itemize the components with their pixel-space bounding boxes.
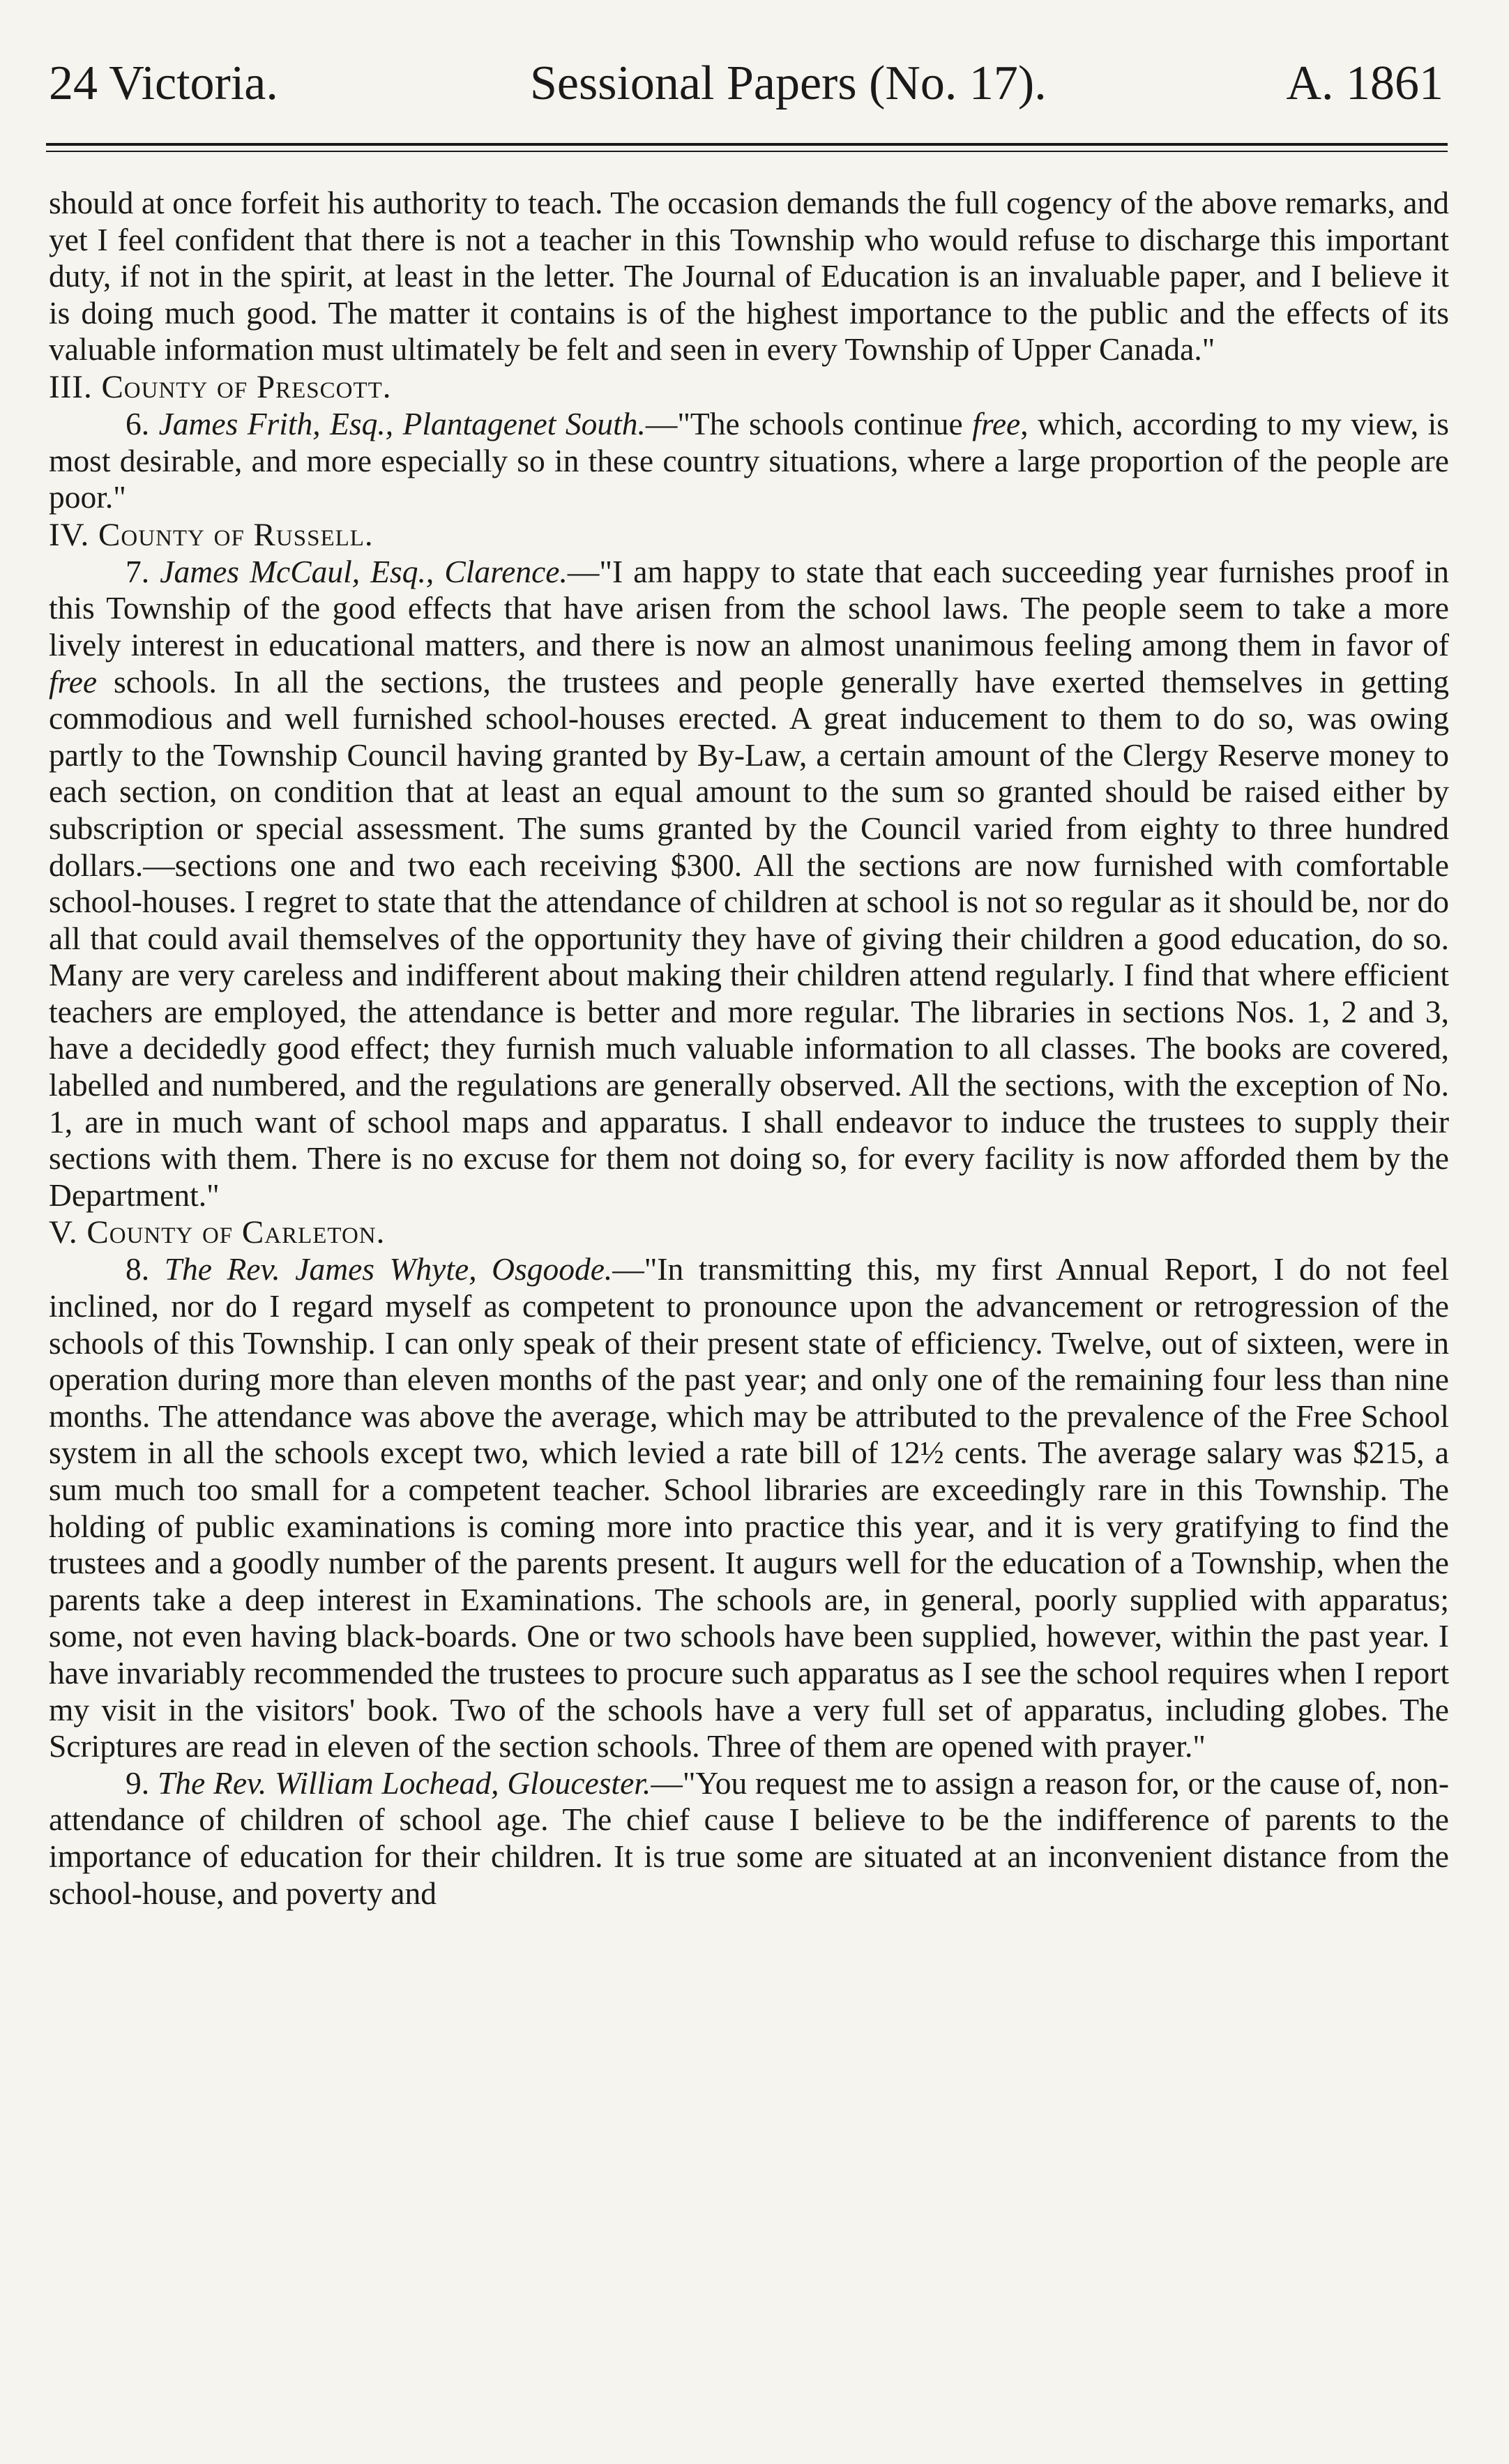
paragraph-text: , which, according to my view, is most desirable, and more especially so in these country situations, where a large proportion of the people are poor." (49, 405, 1449, 515)
paragraph-number: 7. (126, 553, 150, 589)
document-body (49, 185, 1449, 1912)
paragraph-8 (49, 1251, 1449, 1764)
header-title: Sessional Papers (No. 17). (530, 56, 1047, 110)
header-rule-thin (46, 151, 1448, 152)
paragraph-text: schools. In all the sections, the trustees and people generally have exerted themselves in getting commodious and well furnished school-houses erected. A great inducement to them to do so, was owing partly to the Township Council having granted by By-Law, a certain amount of the Clergy Reserve money to each section, on condition that at least an equal amount to the sum so granted should be raised either by subscription or special assessment. The sums granted by the Council varied from eighty to three hundred dollars.—sections one and two each receiving $300. All the sections are now furnished with comfortable school-houses. I regret to state that the attendance of children at school is not so regular as it should be, nor do all that could avail themselves of the opportunity they have of giving their children a good education, do so. Many are very careless and indifferent about making their children attend regularly. I find that where efficient teachers are employed, the attendance is better and more regular. The libraries in sections Nos. 1, 2 and 3, have a decidedly good effect; they furnish much valuable information to all classes. The books are covered, labelled and numbered, and the regulations are generally observed. All the sections, with the exception of No. 1, are in much want of school maps and apparatus. I shall endeavor to induce the trustees to supply their sections with them. There is no excuse for them not doing so, for every facility is now afforded them by the Department." (49, 663, 1449, 1213)
correspondent-name: James McCaul, Esq., Clarence. (160, 553, 568, 589)
paragraph-number: 6. (126, 405, 150, 441)
paragraph-7 (49, 554, 1449, 1214)
heading-county-russell: IV. County of Russell. (49, 516, 374, 553)
header-session: 24 Victoria. (49, 56, 278, 110)
heading-county-prescott: III. County of Prescott. (49, 368, 392, 405)
correspondent-name: The Rev. William Lochead, Gloucester. (157, 1764, 651, 1801)
emphasis-free: free (49, 663, 98, 700)
header-rule-thick (46, 143, 1448, 146)
paragraph-text: —"The schools continue (645, 405, 973, 441)
paragraph-9 (49, 1765, 1449, 1912)
paragraph-text: —"I am happy to state that each succeeding year furnishes proof in this Township of the good effects that have arisen from the school laws. The people seem to take a more lively interest in educational matters, and there is now an almost unanimous feeling among them in favor of (49, 553, 1450, 663)
page-header (49, 42, 1443, 126)
correspondent-name: James Frith, Esq., Plantagenet South. (158, 405, 646, 441)
paragraph-text: —"You request me to assign a reason for, or the cause of, non-attendance of children of school age. The chief cause I believe to be the indifference of parents to the importance of education for their children. It is true some are situated at an inconvenient distance from the school-house, and poverty and (49, 1764, 1449, 1911)
paragraph-text: —"In transmitting this, my first Annual Report, I do not feel inclined, nor do I regard myself as competent to pronounce upon the advancement or retrogression of the schools of this Township. I can only speak of their present state of efficiency. Twelve, out of sixteen, were in operation during more than eleven months of the past year; and only one of the remaining four less than nine months. The attendance was above the average, which may be attributed to the prevalence of the Free School system in all the schools except two, which levied a rate bill of 12½ cents. The average salary was $215, a sum much too small for a competent teacher. School libraries are exceedingly rare in this Township. The holding of public examinations is coming more into practice this year, and it is very gratifying to find the trustees and a goodly number of the parents present. It augurs well for the education of a Township, when the parents take a deep interest in Examinations. The schools are, in general, poorly supplied with apparatus; some, not even having black-boards. One or two schools have been supplied, however, within the past year. I have invariably recommended the trustees to procure such apparatus as I see the school requires when I report my visit in the visitors' book. Two of the schools have a very full set of apparatus, including globes. The Scriptures are read in eleven of the section schools. Three of them are opened with prayer." (49, 1251, 1449, 1764)
correspondent-name: The Rev. James Whyte, Osgoode. (164, 1251, 613, 1287)
emphasis-free: free (972, 405, 1021, 441)
paragraph-number: 8. (126, 1251, 150, 1287)
paragraph-continued: should at once forfeit his authority to teach. The occasion demands the full cogency of the above remarks, and yet I feel confident that there is not a teacher in this Township who would refuse to discharge this important duty, if not in the spirit, at least in the letter. The Journal of Education is an invaluable paper, and I believe it is doing much good. The matter it contains is of the highest importance to the public and the effects of its valuable information must ultimately be felt and seen in every Township of Upper Canada." (49, 185, 1449, 368)
heading-county-carleton: V. County of Carleton. (49, 1214, 386, 1251)
paragraph-6 (49, 406, 1449, 516)
header-year: A. 1861 (1286, 56, 1443, 110)
paragraph-number: 9. (126, 1764, 150, 1801)
